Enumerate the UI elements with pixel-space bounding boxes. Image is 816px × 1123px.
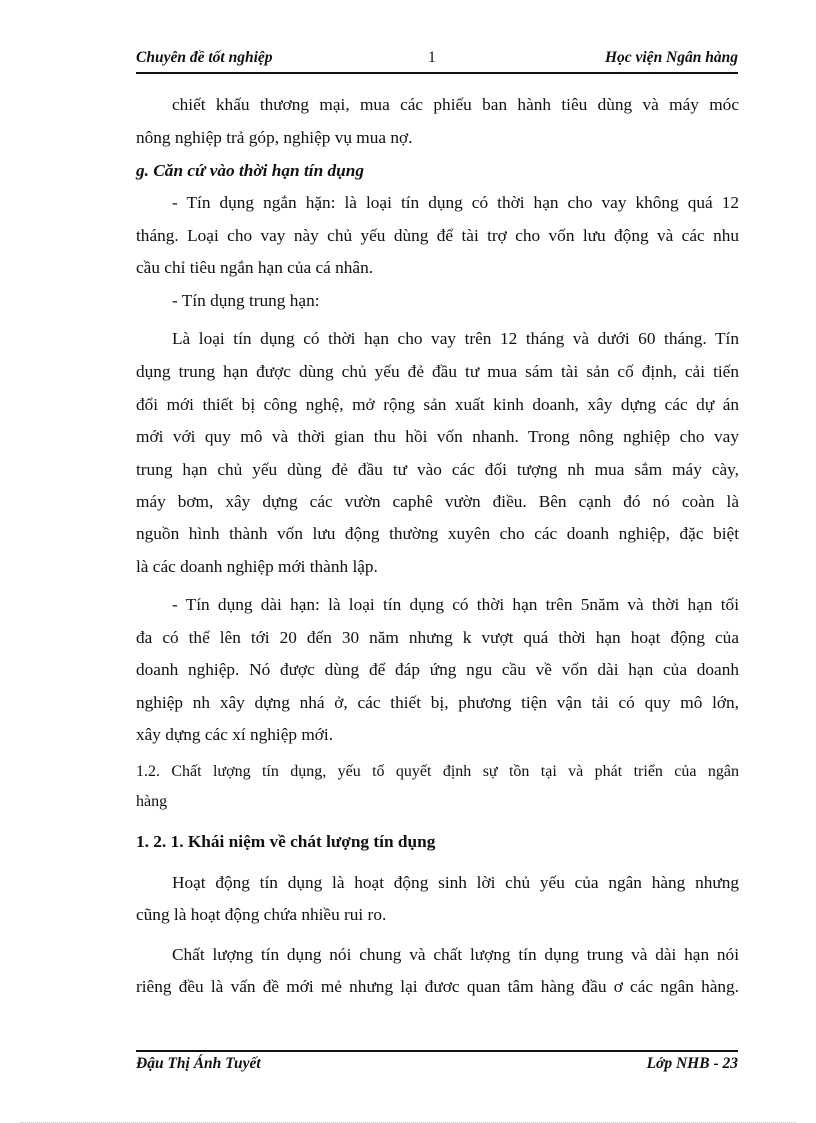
text-line: nông nghiệp trả góp, nghiệp vụ mua nợ. bbox=[136, 128, 413, 147]
page-header bbox=[136, 47, 738, 69]
text-line: chiết khấu thương mại, mua các phiếu ban hành tiêu dùng và máy móc bbox=[172, 95, 739, 114]
text-line: đổi mới thiết bị công nghệ, mở rộng sản xuất kinh doanh, xây dựng các dự án bbox=[136, 395, 739, 414]
text-line: riêng đều là vấn đề mới mẻ nhưng lại đươc quan tâm hàng đầu ơ các ngân hàng. bbox=[136, 977, 739, 996]
text-line: xây dựng các xí nghiệp mới. bbox=[136, 725, 334, 744]
text-line: Là loại tín dụng có thời hạn cho vay trên 12 tháng và dưới 60 tháng. Tín bbox=[172, 329, 739, 348]
text-line: cũng là hoạt động chứa nhiều rui ro. bbox=[136, 905, 387, 924]
text-line: nguồn hình thành vốn lưu động thường xuyên cho các doanh nghiệp, đặc biệt bbox=[136, 524, 739, 543]
text-line: trung hạn chủ yếu dùng đẻ đầu tư vào các đối tượng nh mua sắm máy cày, bbox=[136, 460, 739, 479]
footer-author: Đậu Thị Ánh Tuyết bbox=[136, 1055, 261, 1072]
heading-g: g. Căn cứ vào thời hạn tín dụng bbox=[136, 161, 365, 180]
text-line: tháng. Loại cho vay này chủ yếu dùng để tài trợ cho vốn lưu động và các nhu bbox=[136, 226, 739, 245]
page-number: 1 bbox=[428, 49, 436, 66]
text-line: Hoạt động tín dụng là hoạt động sinh lời chủ yếu của ngân hàng nhưng bbox=[172, 873, 739, 892]
header-title: Chuyên đề tốt nghiệp bbox=[136, 49, 273, 66]
text-line: - Tín dụng ngắn hặn: là loại tín dụng có thời hạn cho vay không quá 12 bbox=[172, 193, 739, 212]
text-line: dụng trung hạn được dùng chủ yếu đẻ đầu tư mua sám tài sản cố định, cải tiến bbox=[136, 362, 739, 381]
text-line: Chất lượng tín dụng nói chung và chất lượng tín dụng trung và dài hạn nói bbox=[172, 945, 739, 964]
footer-rule bbox=[136, 1050, 738, 1052]
text-line: máy bơm, xây dựng các vườn caphê vườn điều. Bên cạnh đó nó coàn là bbox=[136, 492, 739, 511]
header-institution: Học viện Ngân hàng bbox=[604, 49, 738, 66]
text-line: là các doanh nghiệp mới thành lập. bbox=[136, 557, 378, 576]
text-line: cầu chỉ tiêu ngắn hạn của cá nhân. bbox=[136, 258, 374, 277]
footer-class: Lớp NHB - 23 bbox=[646, 1055, 738, 1072]
page-footer bbox=[136, 1055, 738, 1077]
section-heading-1-2-cont: hàng bbox=[136, 793, 168, 810]
header-rule bbox=[136, 72, 738, 74]
text-line: đa có thể lên tới 20 đến 30 năm nhưng k vượt quá thời hạn hoạt động của bbox=[136, 628, 739, 647]
text-line: mới với quy mô và thời gian thu hồi vốn nhanh. Trong nông nghiệp cho vay bbox=[136, 427, 739, 446]
text-line: nghiệp nh xây dựng nhá ở, các thiết bị, phương tiện vận tải có quy mô lớn, bbox=[136, 693, 739, 712]
text-line: - Tín dụng trung hạn: bbox=[172, 291, 320, 310]
section-heading-1-2: 1.2. Chất lượng tín dụng, yếu tố quyết định sự tồn tại và phát triển của ngân bbox=[136, 763, 739, 780]
section-heading-1-2-1: 1. 2. 1. Khái niệm về chát lượng tín dụng bbox=[136, 832, 436, 851]
text-line: doanh nghiệp. Nó được dùng để đáp ứng ngu cầu về vốn dài hạn của doanh bbox=[136, 660, 739, 679]
text-line: - Tín dụng dài hạn: là loại tín dụng có thời hạn trên 5năm và thời hạn tối bbox=[172, 595, 739, 614]
